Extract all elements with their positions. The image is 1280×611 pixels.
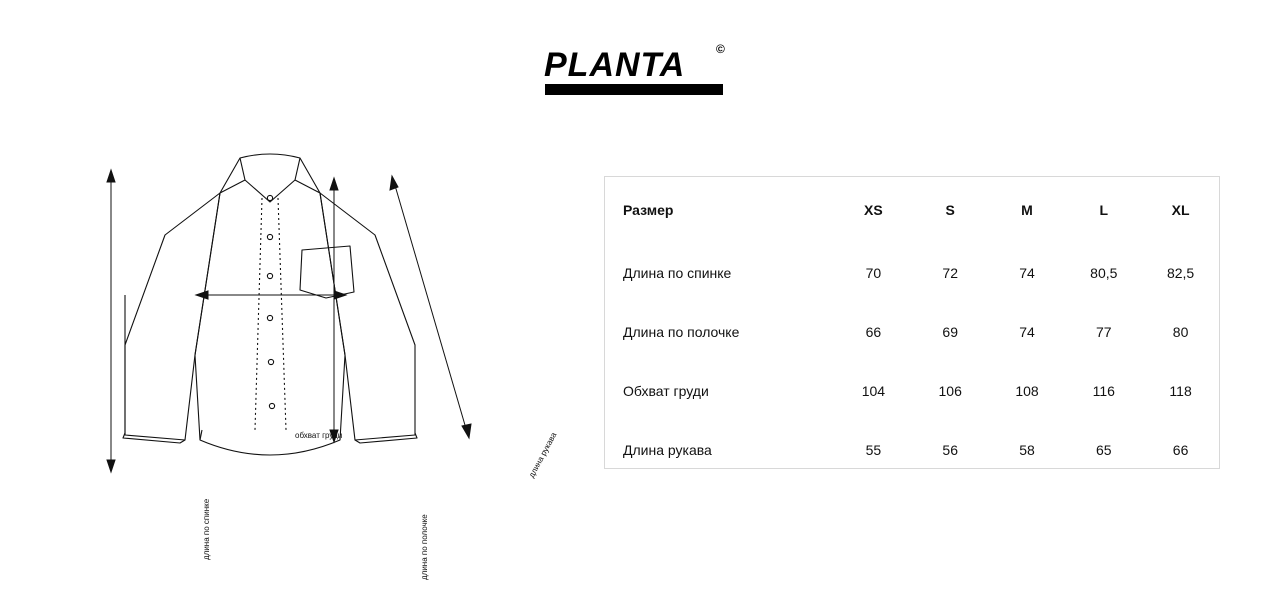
cell-value: 106 xyxy=(938,382,962,399)
cell-value: 66 xyxy=(1172,441,1189,458)
cell-value: 72 xyxy=(942,264,958,281)
cell-value: 70 xyxy=(865,264,882,281)
cell-value: 80,5 xyxy=(1090,264,1118,281)
cell-value: 55 xyxy=(865,441,882,458)
brand-logo xyxy=(544,42,734,98)
row-label: Длина по полочке xyxy=(623,323,740,340)
cell-value: 56 xyxy=(942,441,958,458)
column-header-xs: XS xyxy=(864,202,883,218)
shirt-diagram xyxy=(90,140,559,580)
table-row xyxy=(605,302,1219,361)
size-table-head xyxy=(605,177,1219,243)
column-header-m: M xyxy=(1021,202,1033,218)
cell-value: 69 xyxy=(942,323,958,340)
table-row xyxy=(605,420,1219,479)
cell-value: 74 xyxy=(1019,323,1035,340)
row-label: Длина рукава xyxy=(623,441,712,458)
cell-value: 82,5 xyxy=(1166,264,1195,281)
size-table-body xyxy=(605,243,1219,479)
column-header-l: L xyxy=(1099,202,1109,218)
column-header-s: S xyxy=(945,202,955,218)
label-sleeve-length: длина рукава xyxy=(527,430,559,480)
column-header-size: Размер xyxy=(623,202,674,218)
row-label: Обхват груди xyxy=(623,382,709,399)
table-row xyxy=(605,361,1219,420)
label-front-length: длина по полочке xyxy=(420,514,429,580)
cell-value: 65 xyxy=(1096,441,1112,458)
shirt-drawing xyxy=(90,140,510,480)
copyright-mark: © xyxy=(716,42,725,56)
brand-underline-bar xyxy=(545,84,723,95)
cell-value: 74 xyxy=(1019,264,1035,281)
row-label: Длина по спинке xyxy=(623,264,732,281)
cell-value: 58 xyxy=(1019,441,1035,458)
cell-value: 108 xyxy=(1015,382,1039,399)
size-table xyxy=(605,177,1219,479)
label-chest-girth: обхват груди xyxy=(295,431,343,440)
cell-value: 80 xyxy=(1172,323,1189,340)
cell-value: 77 xyxy=(1096,323,1112,340)
table-row xyxy=(605,243,1219,302)
size-table-card xyxy=(604,176,1220,469)
cell-value: 118 xyxy=(1169,382,1192,399)
cell-value: 116 xyxy=(1092,382,1115,399)
column-header-xl: XL xyxy=(1171,202,1190,218)
table-header-row xyxy=(605,177,1219,243)
label-back-length: длина по спинке xyxy=(202,498,211,560)
cell-value: 66 xyxy=(865,323,882,340)
cell-value: 104 xyxy=(861,382,886,399)
brand-wordmark: PLANTA xyxy=(544,46,686,84)
